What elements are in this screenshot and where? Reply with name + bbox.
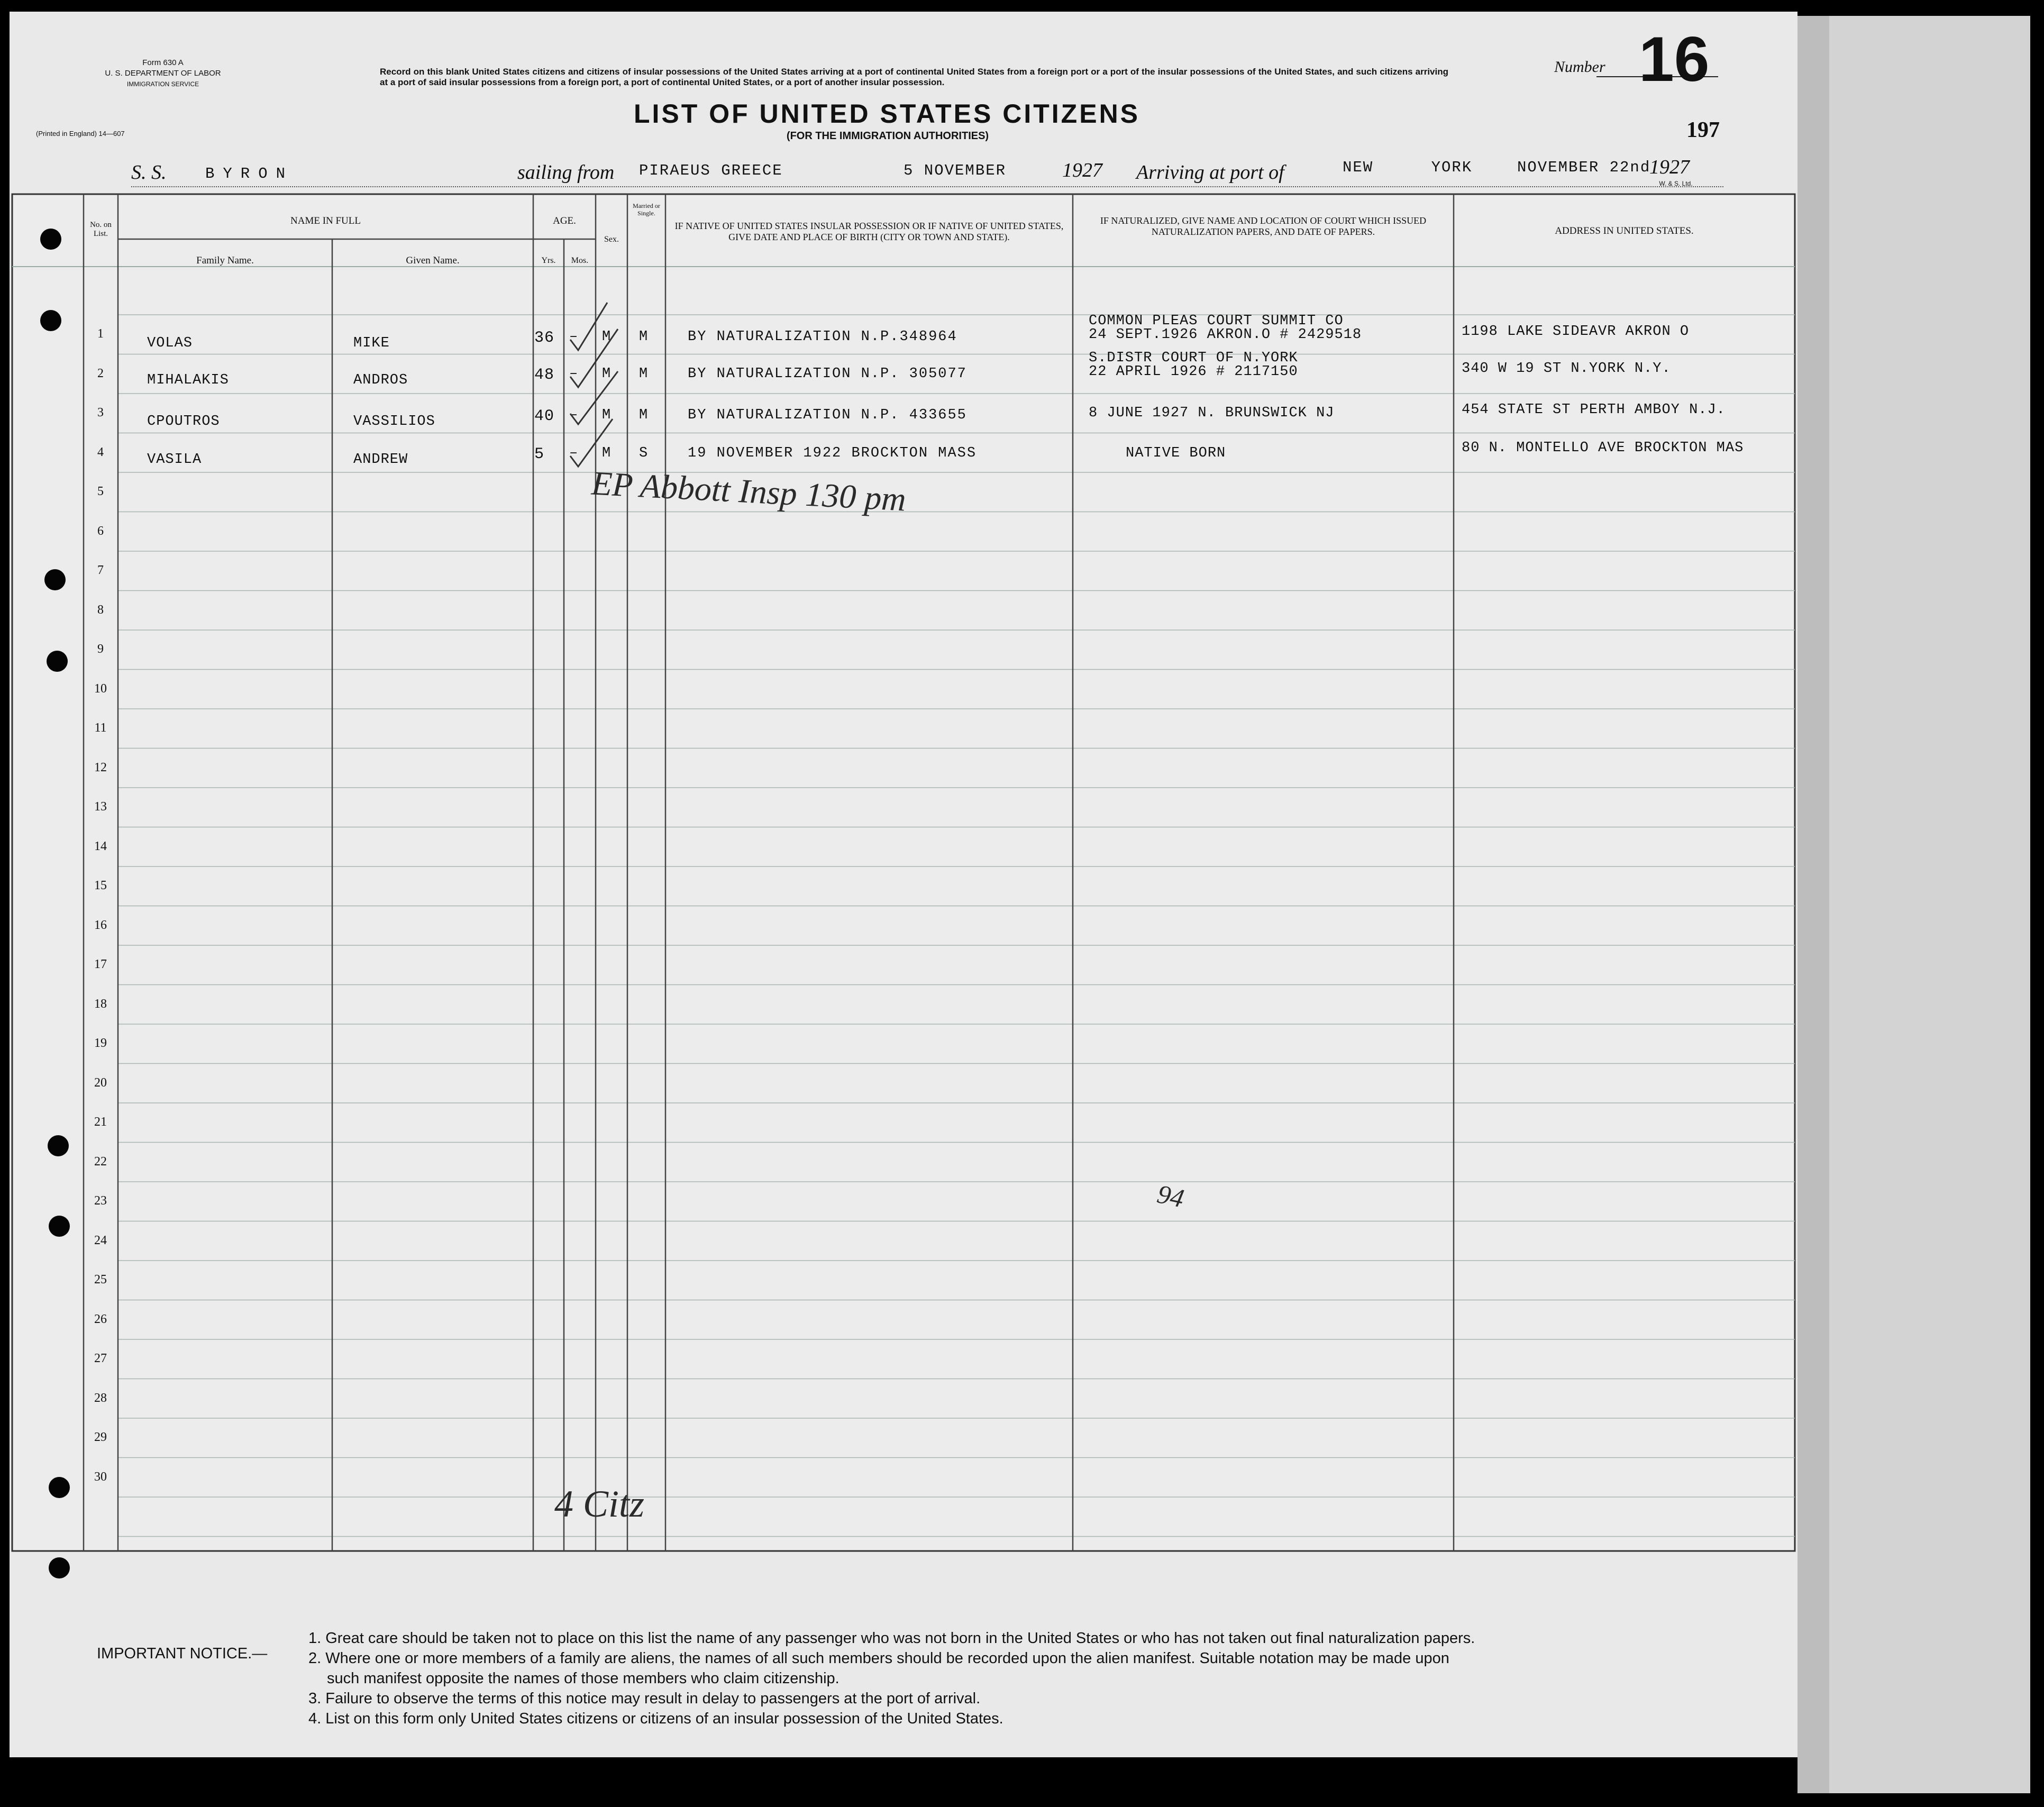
given-name-cell: MIKE xyxy=(353,335,390,351)
line-number: 16 xyxy=(94,918,107,932)
line-number: 17 xyxy=(94,957,107,971)
binder-hole xyxy=(49,1216,70,1237)
binder-hole xyxy=(49,1557,70,1578)
col-name-in-full: NAME IN FULL xyxy=(290,215,361,226)
col-birth: IF NATIVE OF UNITED STATES INSULAR POSSESSION OR IF NATIVE OF UNITED STATES, GIVE DATE AND PLACE OF BIRTH (CITY OR TOWN AND STATE). xyxy=(674,221,1064,242)
marital-status-cell: M xyxy=(639,329,649,345)
line-number: 25 xyxy=(94,1273,107,1286)
binder-hole xyxy=(40,229,61,250)
line-number: 23 xyxy=(94,1194,107,1208)
line-number: 10 xyxy=(94,681,107,696)
line-number: 19 xyxy=(94,1036,107,1050)
line-number: 3 xyxy=(97,406,104,419)
binder-hole xyxy=(48,1135,69,1156)
sex-cell: M xyxy=(602,445,612,461)
address-cell: 454 STATE ST PERTH AMBOY N.J. xyxy=(1462,402,1726,418)
line-number: 18 xyxy=(94,997,107,1011)
col-yrs: Yrs. xyxy=(541,256,556,265)
number-label: Number xyxy=(1554,58,1605,76)
depart-date: 5 NOVEMBER xyxy=(904,162,1007,179)
court-detail-cell: 8 JUNE 1927 N. BRUNSWICK NJ xyxy=(1089,405,1335,421)
birth-or-naturalization-cell: 19 NOVEMBER 1922 BROCKTON MASS xyxy=(688,445,977,461)
col-address: ADDRESS IN UNITED STATES. xyxy=(1555,225,1694,236)
birth-or-naturalization-cell: BY NATURALIZATION N.P. 433655 xyxy=(688,407,967,423)
line-number: 15 xyxy=(94,879,107,892)
col-sex: Sex. xyxy=(604,235,619,244)
ship-prefix: S. S. xyxy=(131,161,167,184)
line-number: 11 xyxy=(94,721,107,735)
notice-item-3: 3. Failure to observe the terms of this notice may result in delay to passengers at the port of arrival. xyxy=(308,1690,981,1707)
line-number: 24 xyxy=(94,1233,107,1247)
line-number: 1 xyxy=(97,327,104,341)
age-years-cell: 40 xyxy=(534,407,555,425)
line-number: 7 xyxy=(97,563,104,577)
line-number: 27 xyxy=(94,1352,107,1365)
family-name-cell: CPOUTROS xyxy=(147,414,220,430)
line-number: 22 xyxy=(94,1154,107,1169)
marital-status-cell: S xyxy=(639,445,649,461)
age-months-cell: – xyxy=(569,366,579,382)
sex-cell: M xyxy=(602,329,612,345)
arrive-year: 1927 xyxy=(1649,156,1690,178)
binder-hole xyxy=(49,1477,70,1498)
line-number: 12 xyxy=(94,760,107,774)
birth-or-naturalization-cell: BY NATURALIZATION N.P. 305077 xyxy=(688,366,967,382)
arrive-port: NEW YORK xyxy=(1343,159,1473,176)
line-number: 20 xyxy=(94,1075,107,1090)
line-number: 6 xyxy=(97,524,104,538)
line-number: 8 xyxy=(97,603,104,617)
court-name-cell: S.DISTR COURT OF N.YORK xyxy=(1089,350,1298,366)
col-no: No. on List. xyxy=(90,221,112,238)
col-family-name: Family Name. xyxy=(196,255,254,266)
department: U. S. DEPARTMENT OF LABOR xyxy=(105,69,221,78)
marital-status-cell: M xyxy=(639,366,649,382)
binder-hole xyxy=(44,569,66,590)
printed-note: (Printed in England) 14—607 xyxy=(36,130,125,138)
page-number: 197 xyxy=(1686,118,1720,142)
col-age: AGE. xyxy=(553,215,576,226)
age-months-cell: – xyxy=(569,407,579,423)
line-number: 28 xyxy=(94,1391,107,1405)
family-name-cell: VASILA xyxy=(147,452,202,468)
given-name-cell: ANDREW xyxy=(353,452,408,468)
sailing-label: sailing from xyxy=(517,161,615,184)
col-married: Married or Single. xyxy=(633,202,660,217)
address-cell: 1198 LAKE SIDEAVR AKRON O xyxy=(1462,324,1690,340)
court-detail-cell: NATIVE BORN xyxy=(1126,445,1226,461)
line-number: 14 xyxy=(94,839,107,853)
age-months-cell: – xyxy=(569,445,579,461)
number-value: 16 xyxy=(1639,24,1710,95)
arrive-date: NOVEMBER 22nd xyxy=(1517,159,1651,176)
adjacent-page-edge xyxy=(1797,16,1829,1793)
notice-label: IMPORTANT NOTICE.— xyxy=(97,1645,268,1662)
line-number: 21 xyxy=(94,1115,107,1129)
age-years-cell: 36 xyxy=(534,329,555,347)
line-number: 26 xyxy=(94,1312,107,1326)
binder-hole xyxy=(47,651,68,672)
page-title: LIST OF UNITED STATES CITIZENS xyxy=(634,99,1140,129)
citizen-tally: 4 Citz xyxy=(554,1483,645,1525)
notice-item-4: 4. List on this form only United States citizens or citizens of an insular possession of the United States. xyxy=(308,1710,1003,1727)
age-years-cell: 5 xyxy=(534,445,545,463)
marital-status-cell: M xyxy=(639,407,649,423)
adjacent-page xyxy=(1797,16,2030,1793)
notice-item-2: 2. Where one or more members of a family are aliens, the names of all such members should be recorded upon the alien manifest. Suitable notation may be made upon xyxy=(308,1650,1449,1667)
inspector-checkmarks xyxy=(10,12,1797,1757)
col-given-name: Given Name. xyxy=(406,255,460,266)
from-port: PIRAEUS GREECE xyxy=(639,162,783,179)
notice-item-1: 1. Great care should be taken not to place on this list the name of any passenger who was not born in the United States or who has not taken out final naturalization papers. xyxy=(308,1630,1475,1647)
col-naturalized: IF NATURALIZED, GIVE NAME AND LOCATION OF COURT WHICH ISSUED NATURALIZATION PAPERS, AND DATE OF PAPERS. xyxy=(1100,215,1427,237)
line-number: 5 xyxy=(97,485,104,498)
family-name-cell: VOLAS xyxy=(147,335,193,351)
line-number: 13 xyxy=(94,800,107,814)
binder-hole xyxy=(40,310,61,331)
service: IMMIGRATION SERVICE xyxy=(126,80,199,88)
age-months-cell: – xyxy=(569,329,579,345)
sex-cell: M xyxy=(602,366,612,382)
court-detail-cell: 24 SEPT.1926 AKRON.O # 2429518 xyxy=(1089,327,1362,343)
court-name-cell: COMMON PLEAS COURT SUMMIT CO xyxy=(1089,313,1344,329)
ship-name: BYRON xyxy=(205,165,294,182)
instruction-text: Record on this blank United States citizens and citizens of insular possessions of the United States arriving at a port of continental United States from a foreign port or a port of the insular possessions of the United States, and such citizens arriving at a port of said insular possessions from a foreign port, a port of continental United States, or a port of another insular possession. xyxy=(380,67,1448,87)
col-mos: Mos. xyxy=(571,256,589,265)
stamp-number: 94 xyxy=(1154,1179,1187,1213)
page-subtitle: (FOR THE IMMIGRATION AUTHORITIES) xyxy=(786,130,989,142)
given-name-cell: ANDROS xyxy=(353,372,408,388)
line-number: 4 xyxy=(97,445,104,459)
line-number: 9 xyxy=(97,642,104,656)
family-name-cell: MIHALAKIS xyxy=(147,372,229,388)
birth-or-naturalization-cell: BY NATURALIZATION N.P.348964 xyxy=(688,329,957,345)
court-detail-cell: 22 APRIL 1926 # 2117150 xyxy=(1089,364,1298,380)
arriving-label: Arriving at port of xyxy=(1136,161,1284,184)
line-number: 2 xyxy=(97,366,104,380)
address-cell: 80 N. MONTELLO AVE BROCKTON MAS xyxy=(1462,440,1744,456)
notice-item-2-cont: such manifest opposite the names of those members who claim citizenship. xyxy=(327,1670,840,1687)
line-number: 29 xyxy=(94,1430,107,1444)
line-number: 30 xyxy=(94,1470,107,1484)
printer-mark: W. & S. Ltd. xyxy=(1659,180,1693,187)
age-years-cell: 48 xyxy=(534,366,555,384)
address-cell: 340 W 19 ST N.YORK N.Y. xyxy=(1462,361,1671,377)
sex-cell: M xyxy=(602,407,612,423)
given-name-cell: VASSILIOS xyxy=(353,414,435,430)
inspector-signature: EP Abbott Insp 130 pm xyxy=(590,464,907,518)
depart-year: 1927 xyxy=(1062,159,1102,181)
form-number: Form 630 A xyxy=(142,58,184,67)
manifest-page xyxy=(10,12,1797,1757)
